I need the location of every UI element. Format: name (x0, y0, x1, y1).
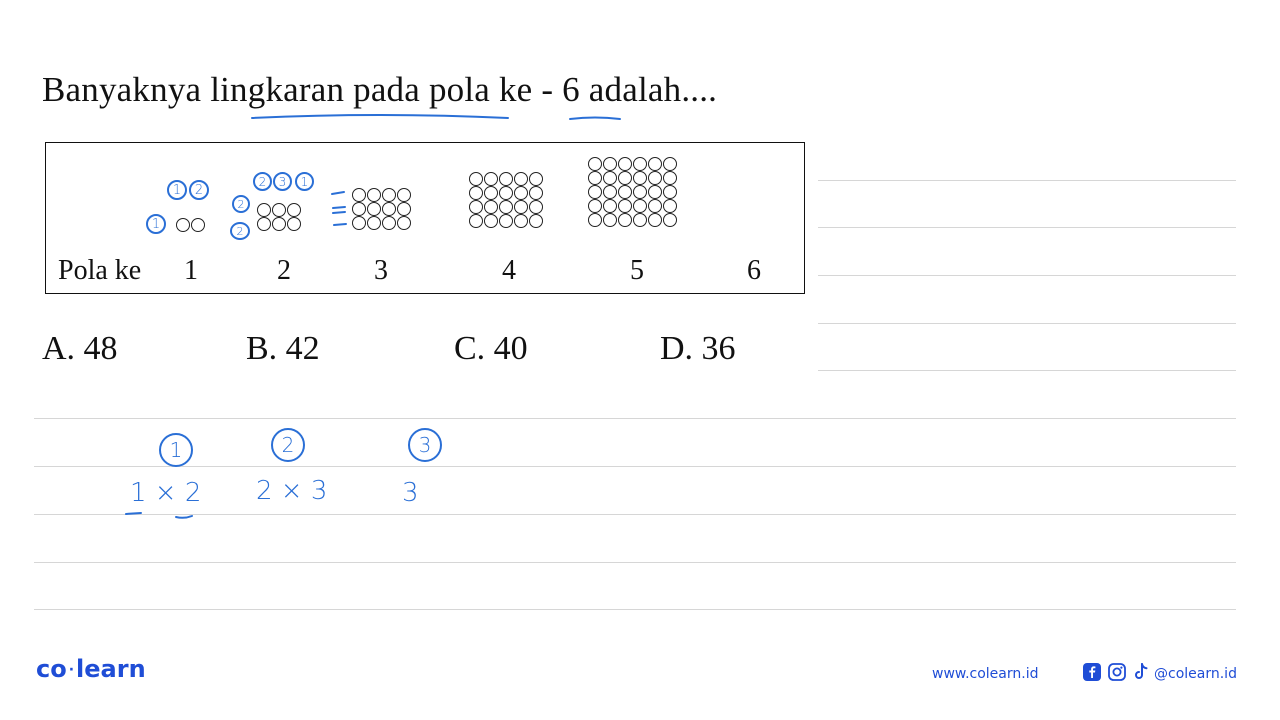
website-link[interactable]: www.colearn.id (932, 666, 1039, 682)
pattern-circle (618, 213, 632, 227)
mark-circle: 2 (232, 195, 250, 213)
pola-number-2: 2 (277, 255, 291, 286)
pattern-circle (469, 172, 483, 186)
pattern-circle (663, 199, 677, 213)
work-expression-2: 2 × 3 (256, 476, 328, 506)
ruled-line (34, 562, 1236, 563)
pattern-circle (469, 200, 483, 214)
pattern-circle (603, 199, 617, 213)
pattern-circle (484, 200, 498, 214)
tiktok-icon[interactable] (1131, 662, 1151, 682)
pola-number-3: 3 (374, 255, 388, 286)
pattern-circle (633, 185, 647, 199)
pattern-circle (529, 172, 543, 186)
pattern-circle (663, 185, 677, 199)
pattern-circle (529, 214, 543, 228)
mark-circle: 1 (146, 214, 166, 234)
pattern-circle (514, 172, 528, 186)
instagram-icon[interactable] (1107, 662, 1127, 682)
question-text: Banyaknya lingkaran pada pola ke - 6 adalah.... (42, 70, 718, 109)
pattern-circle (633, 213, 647, 227)
ruled-line (818, 180, 1236, 181)
social-handle[interactable]: @colearn.id (1154, 666, 1237, 682)
pattern-circle (648, 157, 662, 171)
pattern-circle (633, 171, 647, 185)
facebook-icon[interactable] (1082, 662, 1102, 682)
option-d[interactable]: D. 36 (660, 330, 736, 367)
work-circle-1: 1 (159, 433, 193, 467)
pattern-circle (648, 171, 662, 185)
pattern-circle (603, 171, 617, 185)
pattern-circle (514, 200, 528, 214)
work-expression-3: 3 (402, 478, 419, 508)
brand-learn: learn (76, 655, 146, 683)
mark-circle: 3 (273, 172, 292, 191)
pattern-circle (484, 172, 498, 186)
ruled-line (818, 323, 1236, 324)
pattern-circle (618, 199, 632, 213)
pattern-circle (529, 186, 543, 200)
pattern-circle (633, 199, 647, 213)
pattern-circle (499, 172, 513, 186)
pola-number-6: 6 (747, 255, 761, 286)
ruled-line (818, 227, 1236, 228)
ruled-line (818, 275, 1236, 276)
pattern-circle (603, 157, 617, 171)
pattern-circle (588, 157, 602, 171)
pattern-circle (499, 214, 513, 228)
brand-dot: · (68, 662, 75, 678)
mark-circle: 2 (189, 180, 209, 200)
pattern-circle (588, 185, 602, 199)
ruled-line (818, 370, 1236, 371)
pattern-circle (603, 185, 617, 199)
pattern-circle (588, 171, 602, 185)
mark-circle: 2 (230, 222, 250, 240)
mark-circle: 1 (295, 172, 314, 191)
pattern-circle (663, 213, 677, 227)
pattern-circle (514, 214, 528, 228)
colearn-logo (36, 655, 146, 683)
pattern-grid-4 (469, 172, 544, 228)
brand-co: co (36, 655, 67, 683)
pattern-circle (648, 213, 662, 227)
mark-circle: 2 (253, 172, 272, 191)
pattern-circle (648, 185, 662, 199)
pola-number-5: 5 (630, 255, 644, 286)
pattern-circle (514, 186, 528, 200)
pattern-circle (588, 213, 602, 227)
pattern-circle (648, 199, 662, 213)
mark-circle: 1 (167, 180, 187, 200)
pola-label: Pola ke (58, 255, 142, 286)
option-a[interactable]: A. 48 (42, 330, 118, 367)
pattern-circle (618, 171, 632, 185)
pattern-circle (469, 186, 483, 200)
pola-number-1: 1 (184, 255, 198, 286)
pattern-circle (663, 157, 677, 171)
pattern-circle (663, 171, 677, 185)
pattern-grid-5 (588, 157, 678, 227)
pattern-circle (633, 157, 647, 171)
pattern-circle (618, 185, 632, 199)
pattern-circle (484, 186, 498, 200)
option-c[interactable]: C. 40 (454, 330, 528, 367)
ruled-line (34, 609, 1236, 610)
work-circle-2: 2 (271, 428, 305, 462)
pattern-circle (529, 200, 543, 214)
pattern-circle (469, 214, 483, 228)
work-circle-3: 3 (408, 428, 442, 462)
pattern-circle (499, 186, 513, 200)
pattern-circle (588, 199, 602, 213)
pattern-circle (603, 213, 617, 227)
pattern-circle (484, 214, 498, 228)
option-b[interactable]: B. 42 (246, 330, 320, 367)
work-underlines (0, 0, 420, 540)
pattern-circle (499, 200, 513, 214)
pattern-circle (618, 157, 632, 171)
work-expression-1: 1 × 2 (130, 478, 202, 508)
pola-number-4: 4 (502, 255, 516, 286)
